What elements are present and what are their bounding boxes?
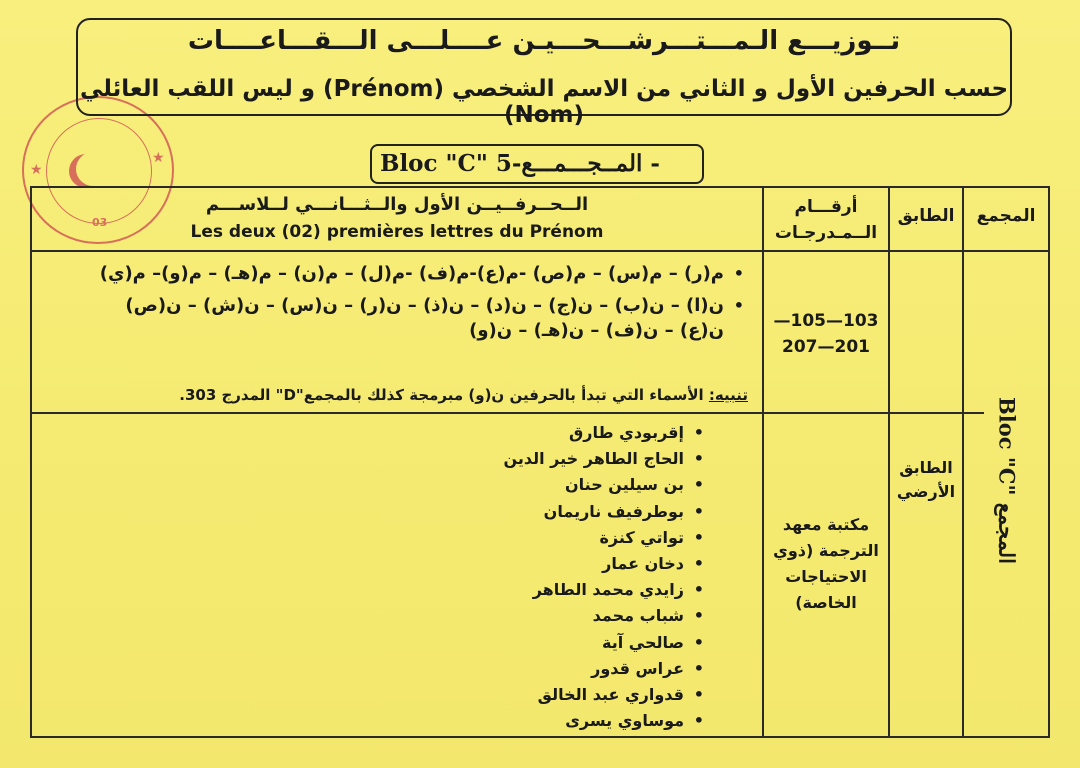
letters-list <box>100 258 748 322</box>
page-title: تــوزيـــع الـمـــتـــرشـــحـــيـن عــــلـــى الـــقـــاعــــات <box>187 26 901 56</box>
floor-value: الطابق الأرضي <box>896 458 956 501</box>
list-item: • صالحي آية <box>503 630 708 656</box>
rooms-header: أرقـــام الــمـدرجـات <box>774 197 878 243</box>
list-item: • شباب محمد <box>503 603 708 629</box>
list-item: • الحاج الطاهر خير الدين <box>503 446 708 472</box>
col-divider <box>888 188 890 736</box>
header-box <box>76 18 1012 128</box>
letters-continuation: ن(ع) – ن(ف) – ن(هـ) – ن(و) <box>469 320 724 341</box>
list-item: • إقربودي طارق <box>503 420 708 446</box>
list-item: • م(ر) – م(س) – م(ص) -م(ع)-م(ف) -م(ل) – م(ن) – م(هـ) – م(و)– م(ي) <box>100 258 748 290</box>
distribution-table <box>30 186 1050 738</box>
list-item: • موساوي يسرى <box>503 708 708 734</box>
note-body: الأسماء التي تبدأ بالحرفين ن(و) مبرمجة كذلك بالمجمع"D" المدرج 303. <box>179 386 709 404</box>
list-item: • تواتي كنزة <box>503 525 708 551</box>
crescent-icon <box>76 152 110 186</box>
list-item: • زايدي محمد الطاهر <box>503 577 708 603</box>
names-header-cell <box>32 188 762 250</box>
col-divider <box>962 188 964 736</box>
names-header-ar: الــحــرفــيــن الأول والــثـــانـــي لــلاســـم <box>205 194 589 215</box>
rooms-range-2: 207—201 <box>782 337 870 357</box>
list-item: • ن(ا) – ن(ب) – ن(ج) – ن(د) – ن(ذ) – ن(ر) – ن(س) – ن(ش) – ن(ص) <box>100 290 748 322</box>
list-item: • عراس قدور <box>503 656 708 682</box>
row-divider <box>32 250 1048 252</box>
list-item: • بوطرفيف ناريمان <box>503 499 708 525</box>
row-divider <box>32 412 984 414</box>
library-cell: مكتبة معهد الترجمة (ذوي الاحتياجات الخاصة) <box>773 515 879 612</box>
col-divider <box>762 188 764 736</box>
stamp-number: 03 <box>92 216 108 229</box>
rooms-range-1: —105—103 <box>773 311 879 331</box>
note-label: تنبيه: <box>708 386 748 404</box>
names-header-fr: Les deux (02) premières lettres du Prénom <box>190 222 604 242</box>
star-icon: ★ <box>152 150 165 166</box>
bloc-header: المجمع <box>976 206 1036 226</box>
floor-header: الطابق <box>897 206 955 226</box>
bloc-label: Bloc "C" المــجـــمـــع-5 - <box>380 150 660 177</box>
list-item: • بن سيلين حنان <box>503 472 708 498</box>
list-item: • دخان عمار <box>503 551 708 577</box>
star-icon: ★ <box>30 162 43 178</box>
page-subtitle: حسب الحرفين الأول و الثاني من الاسم الشخصي (Prénom) و ليس اللقب العائلي (Nom) <box>79 76 1009 128</box>
bloc-label-box <box>370 144 704 184</box>
names-list <box>503 420 708 734</box>
note-text <box>179 386 748 404</box>
bloc-value-vertical: Bloc "C" المجمع <box>994 397 1020 564</box>
rooms-cell <box>764 308 888 360</box>
list-item: • قدواري عبد الخالق <box>503 682 708 708</box>
